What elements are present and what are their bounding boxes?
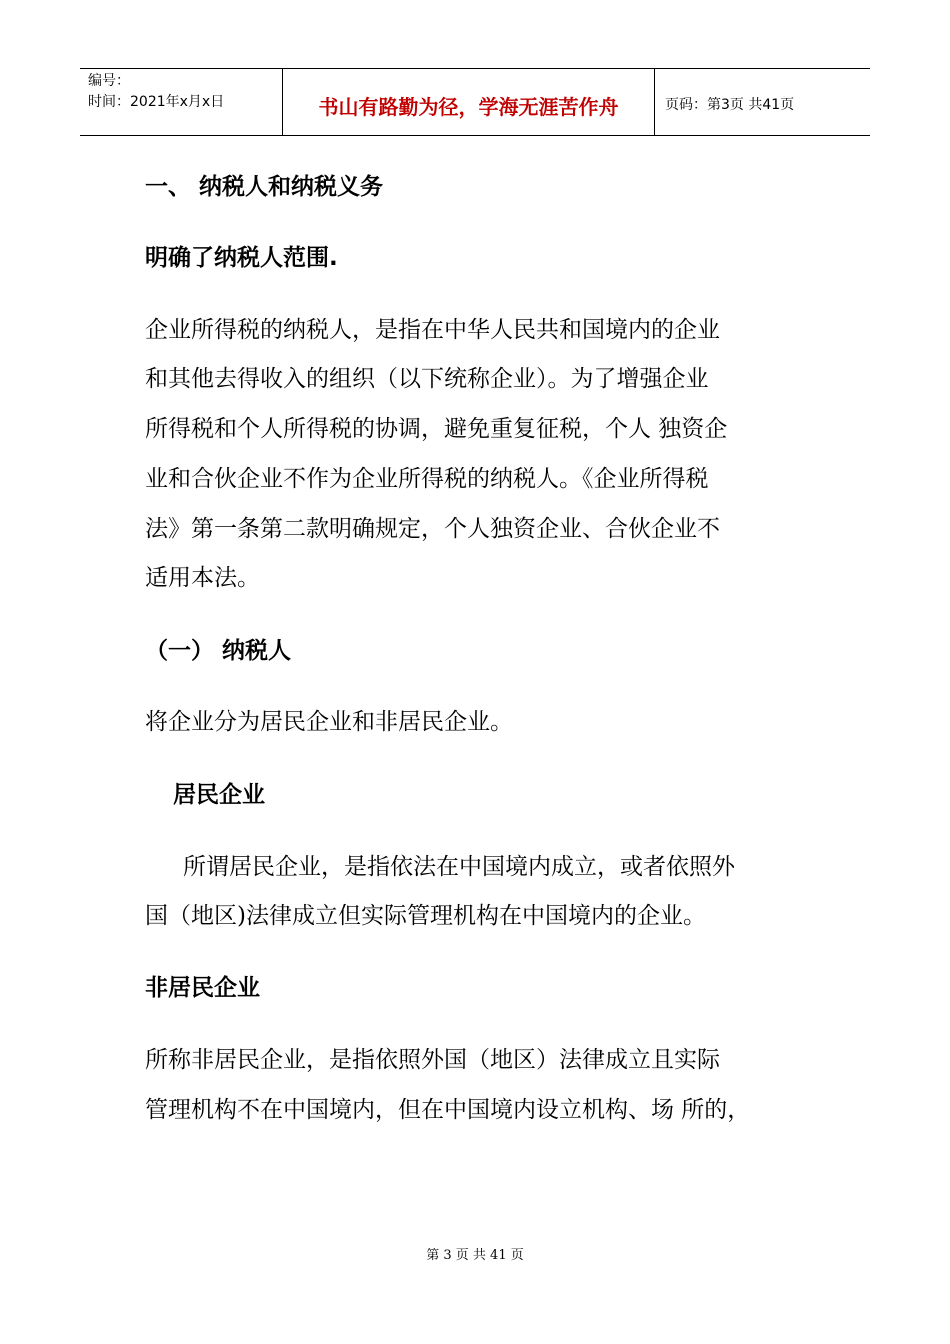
- header-time-label: 时间：2021年x月x日: [88, 94, 225, 110]
- paragraph-line: 国（地区)法律成立但实际管理机构在中国境内的企业。: [145, 903, 706, 929]
- paragraph-line: 所称非居民企业，是指依照外国（地区）法律成立且实际: [145, 1047, 720, 1073]
- paragraph-line: 和其他去得收入的组织（以下统称企业）。为了增强企业: [145, 366, 709, 392]
- section-heading: 一、 纳税人和纳税义务: [145, 174, 384, 200]
- subheading-resident-enterprise: 居民企业: [173, 782, 265, 808]
- page-header: [80, 68, 870, 136]
- paragraph-line: 管理机构不在中国境内，但在中国境内设立机构、场 所的，: [145, 1097, 751, 1123]
- header-number-label: 编号：: [88, 73, 130, 89]
- header-meta: [80, 69, 282, 135]
- header-page-info: 页码：第3页 共41页: [665, 97, 795, 113]
- page-footer: 第 3 页 共 41 页: [426, 1248, 524, 1263]
- subheading-taxpayer-scope: 明确了纳税人范围.: [145, 245, 338, 271]
- paragraph-line: 适用本法。: [145, 565, 260, 591]
- paragraph-line: 所谓居民企业，是指依法在中国境内成立，或者依照外: [183, 854, 735, 880]
- paragraph-line: 将企业分为居民企业和非居民企业。: [145, 709, 513, 735]
- paragraph-line: 所得税和个人所得税的协调，避免重复征税，个人 独资企: [145, 416, 728, 442]
- paragraph-line: 法》第一条第二款明确规定，个人独资企业、合伙企业不: [145, 516, 720, 542]
- subheading-taxpayer: （一） 纳税人: [145, 638, 292, 664]
- paragraph-line: 企业所得税的纳税人，是指在中华人民共和国境内的企业: [145, 317, 720, 343]
- paragraph-line: 业和合伙企业不作为企业所得税的纳税人。《企业所得税: [145, 466, 709, 492]
- header-motto: 书山有路勤为径，学海无涯苦作舟: [282, 69, 655, 135]
- subheading-nonresident-enterprise: 非居民企业: [145, 975, 260, 1001]
